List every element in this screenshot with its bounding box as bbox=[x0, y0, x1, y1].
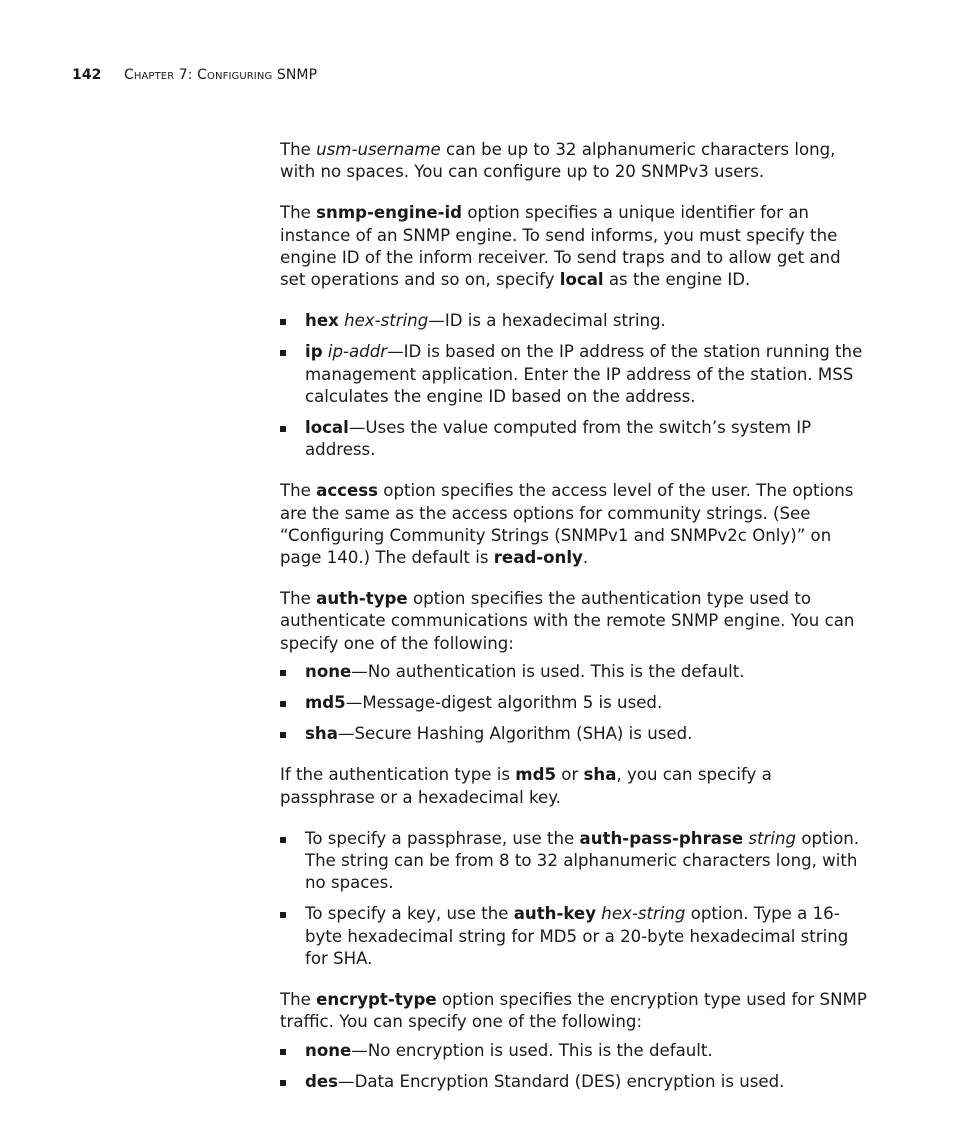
list-item: none—No authentication is used. This is the default. bbox=[280, 661, 870, 683]
paragraph-access: The access option specifies the access level of the user. The options are the same as the access options for community strings. (See “Configuring Community Strings (SNMPv1 and SNMPv2c Only)” on page 140.) The default is read-only. bbox=[280, 481, 854, 568]
list-item: des—Data Encryption Standard (DES) encryption is used. bbox=[280, 1071, 870, 1093]
engine-id-options-list bbox=[280, 310, 870, 461]
list-item: local—Uses the value computed from the switch’s system IP address. bbox=[280, 417, 870, 461]
encrypt-type-options-list bbox=[280, 1040, 870, 1093]
list-item: hex hex-string—ID is a hexadecimal string. bbox=[280, 310, 870, 332]
list-item: sha—Secure Hashing Algorithm (SHA) is used. bbox=[280, 723, 870, 745]
list-item: To specify a key, use the auth-key hex-string option. Type a 16-byte hexadecimal string for MD5 or a 20-byte hexadecimal string for SHA. bbox=[280, 903, 870, 970]
list-item: To specify a passphrase, use the auth-pass-phrase string option. The string can be from 8 to 32 alphanumeric characters long, with no spaces. bbox=[280, 828, 870, 895]
paragraph-auth-key-intro: If the authentication type is md5 or sha, you can specify a passphrase or a hexadecimal key. bbox=[280, 765, 772, 807]
paragraph-usm-username: The usm-username can be up to 32 alphanumeric characters long, with no spaces. You can configure up to 20 SNMPv3 users. bbox=[280, 140, 836, 182]
main-content bbox=[280, 139, 870, 1112]
paragraph-encrypt-type: The encrypt-type option specifies the encryption type used for SNMP traffic. You can specify one of the following: bbox=[280, 990, 867, 1032]
paragraph-auth-type: The auth-type option specifies the authentication type used to authenticate communications with the remote SNMP engine. You can specify one of the following: bbox=[280, 589, 855, 653]
chapter-title: Chapter 7: Configuring SNMP bbox=[124, 67, 318, 83]
list-item: ip ip-addr—ID is based on the IP address of the station running the management application. Enter the IP address of the station. MSS calculates the engine ID based on the address. bbox=[280, 341, 870, 408]
page-header bbox=[72, 67, 317, 83]
auth-type-options-list bbox=[280, 661, 870, 746]
list-item: none—No encryption is used. This is the default. bbox=[280, 1040, 870, 1062]
list-item: md5—Message-digest algorithm 5 is used. bbox=[280, 692, 870, 714]
paragraph-snmp-engine-id: The snmp-engine-id option specifies a unique identifier for an instance of an SNMP engine. To send informs, you must specify the engine ID of the inform receiver. To send traps and to allow get and set operations and so on, specify local as the engine ID. bbox=[280, 203, 841, 290]
page-number: 142 bbox=[72, 67, 102, 83]
passphrase-key-list bbox=[280, 828, 870, 970]
